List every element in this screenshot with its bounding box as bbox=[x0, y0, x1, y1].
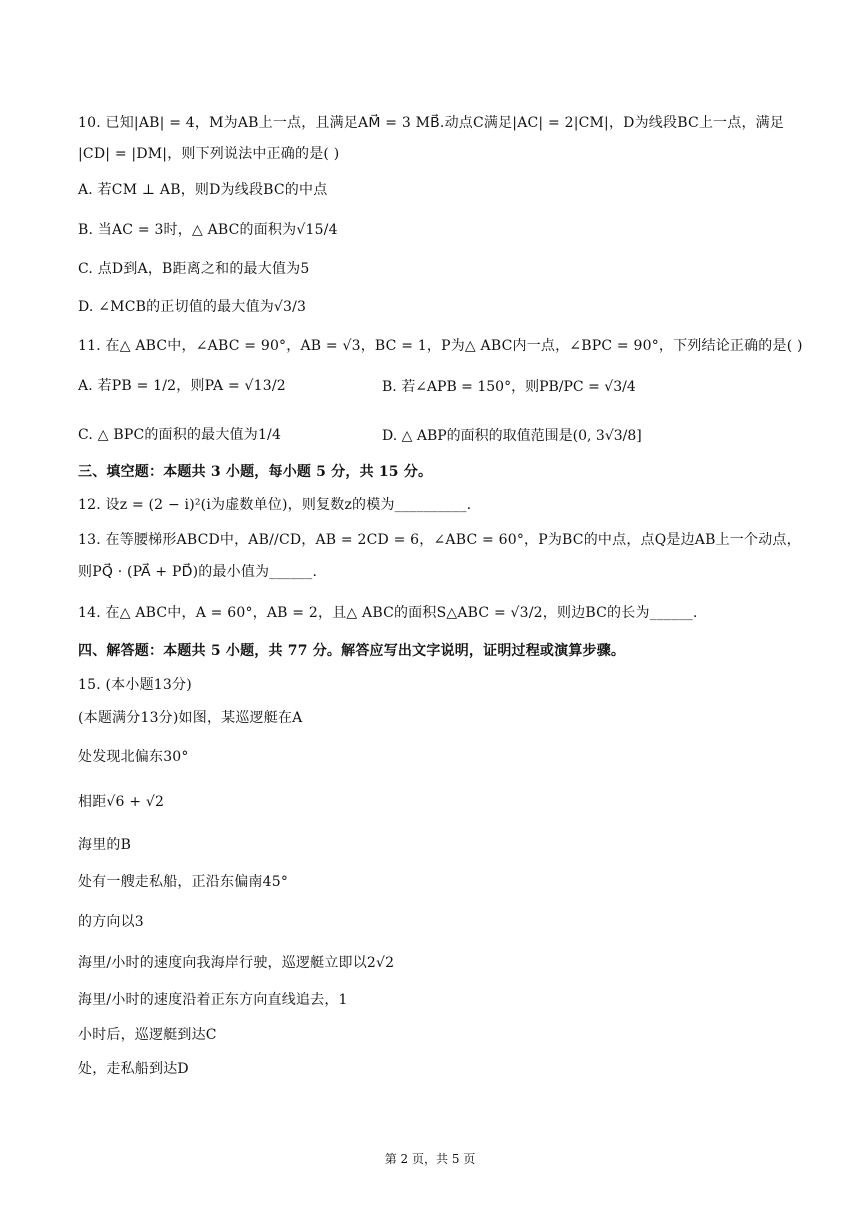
q15-text-line: (本题满分13分)如图，某巡逻艇在A bbox=[78, 710, 303, 726]
q10-stem-line1: 10. 已知|AB| = 4，M为AB上一点，且满足AM⃗ = 3 MB⃗.动点C满足|AC| = 2|CM|，D为线段BC上一点，满足 bbox=[78, 115, 785, 131]
section-3-heading: 三、填空题：本题共 3 小题，每小题 5 分，共 15 分。 bbox=[78, 464, 433, 480]
q10-option-d: D. ∠MCB的正切值的最大值为√3/3 bbox=[78, 299, 307, 315]
q15-text-line: 海里/小时的速度沿着正东方向直线追去，1 bbox=[78, 992, 348, 1008]
q11-option-b: B. 若∠APB = 150°，则PB/PC = √3/4 bbox=[382, 379, 636, 395]
q15-text-line: 处有一艘走私船，正沿东偏南45° bbox=[78, 874, 289, 890]
q15-text-line: 海里的B bbox=[78, 837, 132, 853]
q15-title: 15. (本小题13分) bbox=[78, 677, 192, 693]
q10-option-a: A. 若CM ⊥ AB，则D为线段BC的中点 bbox=[78, 182, 328, 198]
q15-text-line: 小时后，巡逻艇到达C bbox=[78, 1027, 217, 1043]
q15-text-line: 处，走私船到达D bbox=[78, 1061, 189, 1077]
q15-text-line: 处发现北偏东30° bbox=[78, 749, 189, 765]
q15-text-line: 海里/小时的速度向我海岸行驶，巡逻艇立即以2√2 bbox=[78, 955, 395, 971]
q15-text-line: 相距√6 + √2 bbox=[78, 794, 165, 810]
q10-option-c: C. 点D到A，B距离之和的最大值为5 bbox=[78, 261, 310, 277]
q10-stem-line2: |CD| = |DM|，则下列说法中正确的是( ) bbox=[78, 146, 340, 162]
q13-line2: 则PQ⃗ · (PA⃗ + PD⃗)的最小值为______. bbox=[78, 564, 318, 580]
q14: 14. 在△ ABC中，A = 60°，AB = 2，且△ ABC的面积S△ABC = √3/2，则边BC的长为______. bbox=[78, 605, 698, 621]
section-4-heading: 四、解答题：本题共 5 小题，共 77 分。解答应写出文字说明，证明过程或演算步骤。 bbox=[78, 643, 626, 659]
q11-option-a: A. 若PB = 1/2，则PA = √13/2 bbox=[78, 378, 286, 394]
q11-option-d: D. △ ABP的面积的取值范围是(0, 3√3/8] bbox=[382, 428, 642, 444]
q11-stem: 11. 在△ ABC中，∠ABC = 90°，AB = √3，BC = 1，P为△ ABC内一点，∠BPC = 90°，下列结论正确的是( ) bbox=[78, 338, 803, 354]
q11-option-c: C. △ BPC的面积的最大值为1/4 bbox=[78, 427, 282, 443]
q10-option-b: B. 当AC = 3时，△ ABC的面积为√15/4 bbox=[78, 222, 338, 238]
page-footer: 第 2 页，共 5 页 bbox=[384, 1152, 476, 1166]
q15-text-line: 的方向以3 bbox=[78, 914, 144, 930]
q12: 12. 设z = (2 − i)²(i为虚数单位)，则复数z的模为__________. bbox=[78, 497, 472, 513]
q13-line1: 13. 在等腰梯形ABCD中，AB//CD，AB = 2CD = 6，∠ABC = 60°，P为BC的中点，点Q是边AB上一个动点， bbox=[78, 532, 801, 548]
